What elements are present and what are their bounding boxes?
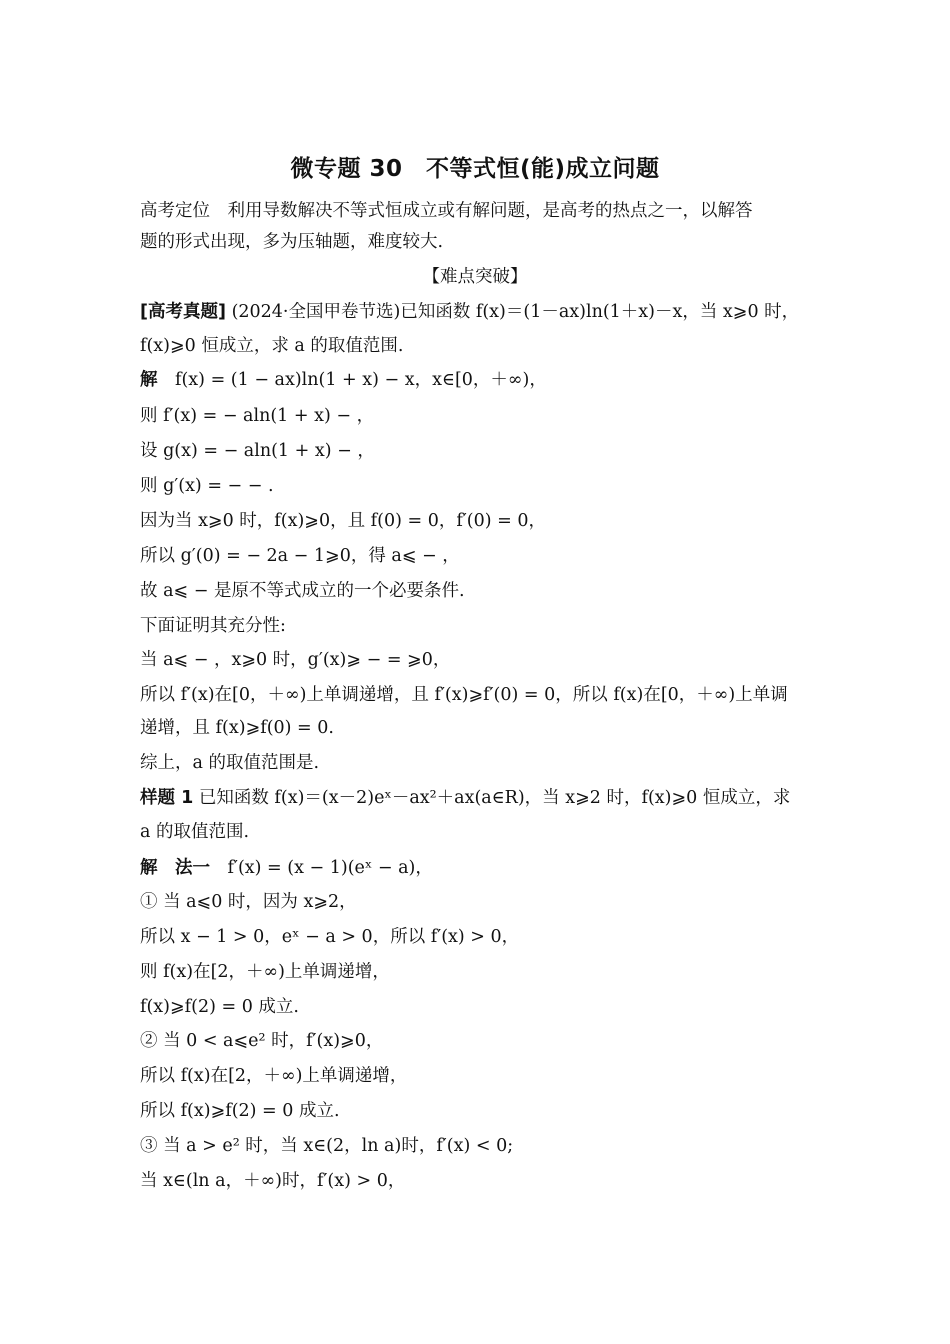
intro-line-2: 题的形式出现，多为压轴题，难度较大. [140,232,444,252]
example-label: 样题 1 [140,788,194,808]
example-solution-line-8: 所以 f(x)⩾f(2) = 0 成立. [140,1101,340,1121]
intro-line-1: 高考定位 利用导数解决不等式恒成立或有解问题，是高考的热点之一，以解答 [140,201,753,221]
solution-line-6: 所以 g′(0) = − 2a − 1⩾0，得 a⩽ − ， [140,546,460,566]
section-heading: 【难点突破】 [422,267,528,287]
solution-line-10: 所以 f′(x)在[0，＋∞)上单调递增，且 f′(x)⩾f′(0) = 0，所以 f(x)在[0，＋∞)上单调 [140,685,788,705]
page-title: 微专题 30 不等式恒(能)成立问题 [290,156,660,182]
example-line-2: a 的取值范围. [140,822,250,842]
solution-line-1 [140,368,820,392]
solution-line-2: 则 f′(x) = − aln(1 + x) − ， [140,406,375,426]
solution-line-3: 设 g(x) = − aln(1 + x) − ， [140,441,375,461]
example-solution-line-10: 当 x∈(ln a，＋∞)时，f′(x) > 0， [140,1171,406,1191]
solution-line-4: 则 g′(x) = − − . [140,476,274,496]
example-solution-line-1 [140,856,820,880]
exam-line-1 [140,300,820,324]
example-line-1 [140,786,820,810]
exam-line-2: f(x)⩾0 恒成立，求 a 的取值范围. [140,336,404,356]
example-solution-line-9: ③ 当 a > e² 时，当 x∈(2，ln a)时，f′(x) < 0; [140,1136,514,1156]
solution-line-7: 故 a⩽ − 是原不等式成立的一个必要条件. [140,581,465,601]
example-solution-label: 解 法一 [140,858,210,878]
example-solution-line-4: 则 f(x)在[2，＋∞)上单调递增， [140,962,390,982]
solution-line-5: 因为当 x⩾0 时，f(x)⩾0，且 f(0) = 0，f′(0) = 0， [140,511,547,531]
solution-line-9: 当 a⩽ − ，x⩾0 时，g′(x)⩾ − = ⩾0， [140,650,451,670]
exam-text-1: (2024·全国甲卷节选)已知函数 f(x)＝(1－ax)ln(1＋x)－x，当 x⩾0 时， [226,302,800,322]
solution-line-8: 下面证明其充分性: [140,616,286,636]
example-solution-line-3: 所以 x − 1 > 0，eˣ − a > 0，所以 f′(x) > 0， [140,927,520,947]
solution-label: 解 [140,370,158,390]
example-solution-line-7: 所以 f(x)在[2，＋∞)上单调递增， [140,1066,408,1086]
example-solution-line-6: ② 当 0 < a⩽e² 时，f′(x)⩾0， [140,1031,384,1051]
example-solution-line-5: f(x)⩾f(2) = 0 成立. [140,997,299,1017]
solution-line-11: 递增，且 f(x)⩾f(0) = 0. [140,718,334,738]
example-text-1: 已知函数 f(x)＝(x－2)eˣ－ax²＋ax(a∈R)，当 x⩾2 时，f(x)⩾0 恒成立，求 [193,788,791,808]
example-solution-text-1: f′(x) = (x − 1)(eˣ − a)， [210,858,433,878]
example-solution-line-2: ① 当 a⩽0 时，因为 x⩾2， [140,892,357,912]
solution-line-12: 综上，a 的取值范围是. [140,753,320,773]
solution-text-1: f(x) = (1 − ax)ln(1 + x) − x，x∈[0，＋∞)， [157,370,547,390]
exam-label: [高考真题] [140,302,226,322]
